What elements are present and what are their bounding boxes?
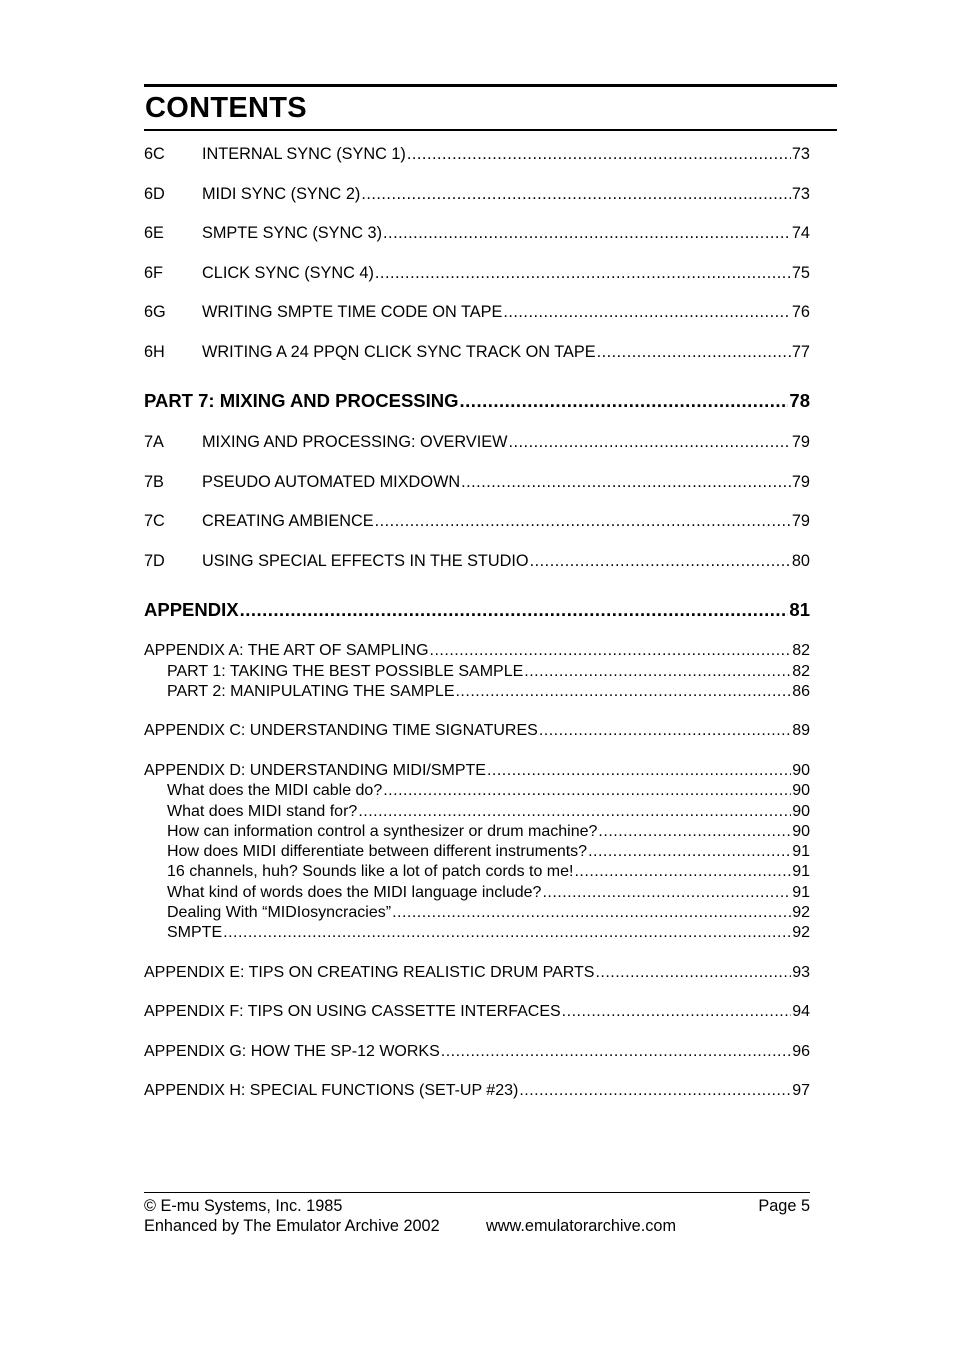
dot-leader	[539, 721, 791, 741]
toc-entry-label: What does the MIDI cable do?	[167, 782, 383, 799]
toc-sub-entry[interactable]	[167, 923, 810, 943]
toc-entry-number: 6C	[144, 145, 165, 163]
dot-leader	[503, 302, 791, 322]
toc-entry-label: 16 channels, huh? Sounds like a lot of patch cords to me!	[167, 863, 574, 880]
toc-part-page: 78	[789, 390, 810, 411]
dot-leader	[574, 862, 791, 882]
dot-leader	[430, 641, 792, 661]
toc-entry[interactable]	[144, 302, 810, 322]
toc-entry-page: 91	[792, 884, 810, 901]
dot-leader	[407, 144, 791, 164]
toc-entry-number: 7A	[144, 433, 164, 451]
toc-entry-label: How does MIDI differentiate between different instruments?	[167, 843, 588, 860]
toc-sub-entry[interactable]	[167, 822, 810, 842]
toc-entry-page: 75	[791, 264, 810, 282]
dot-leader	[460, 390, 789, 412]
toc-entry-number: 6H	[144, 343, 165, 361]
toc-sub-entry[interactable]	[167, 682, 810, 702]
toc-entry-label: How can information control a synthesizer or drum machine?	[167, 823, 598, 840]
toc-entry-label: APPENDIX D: UNDERSTANDING MIDI/SMPTE	[144, 762, 486, 779]
toc-entry-label: SMPTE	[167, 924, 223, 941]
toc-entry-label: APPENDIX H: SPECIAL FUNCTIONS (SET-UP #23)	[144, 1082, 519, 1099]
footer-page-number: Page 5	[758, 1197, 810, 1215]
toc-entry-label: INTERNAL SYNC (SYNC 1)	[202, 145, 406, 163]
dot-leader	[597, 342, 791, 362]
toc-entry-label: PART 2: MANIPULATING THE SAMPLE	[167, 683, 455, 700]
toc-entry-page: 96	[792, 1043, 810, 1060]
toc-entry-label: APPENDIX A: THE ART OF SAMPLING	[144, 642, 429, 659]
toc-entry-page: 90	[792, 762, 810, 779]
dot-leader	[383, 781, 791, 801]
toc-appendix-entry[interactable]	[144, 721, 810, 741]
toc-entry-page: 82	[792, 663, 810, 680]
header-top-rule	[144, 84, 837, 87]
dot-leader	[358, 802, 791, 822]
toc-entry-page: 89	[792, 722, 810, 739]
toc-entry-label: WRITING A 24 PPQN CLICK SYNC TRACK ON TAPE	[202, 343, 596, 361]
toc-sub-entry[interactable]	[167, 662, 810, 682]
toc-entry-page: 80	[791, 552, 810, 570]
toc-entry-label: CREATING AMBIENCE	[202, 512, 374, 530]
toc-entry-label: SMPTE SYNC (SYNC 3)	[202, 224, 383, 242]
toc-entry-number: 6D	[144, 185, 165, 203]
dot-leader	[588, 842, 791, 862]
footer-copyright: © E-mu Systems, Inc. 1985	[144, 1197, 343, 1215]
dot-leader	[461, 472, 791, 492]
dot-leader	[392, 903, 791, 923]
toc-entry-page: 93	[792, 964, 810, 981]
toc-appendix-entry[interactable]	[144, 761, 810, 781]
footer-website-link[interactable]: www.emulatorarchive.com	[486, 1217, 677, 1235]
toc-entry[interactable]	[144, 184, 810, 204]
dot-leader	[223, 923, 791, 943]
dot-leader	[487, 761, 791, 781]
dot-leader	[441, 1042, 791, 1062]
toc-entry-number: 7D	[144, 552, 165, 570]
dot-leader	[375, 263, 791, 283]
toc-sub-entry[interactable]	[167, 883, 810, 903]
toc-entry-page: 76	[791, 303, 810, 321]
toc-entry-number: 7C	[144, 512, 165, 530]
toc-entry-page: 73	[791, 145, 810, 163]
toc-entry-page: 73	[791, 185, 810, 203]
toc-entry-page: 74	[791, 224, 810, 242]
dot-leader	[595, 963, 791, 983]
toc-entry-label: USING SPECIAL EFFECTS IN THE STUDIO	[202, 552, 529, 570]
toc-entry-number: 6G	[144, 303, 166, 321]
toc-entry-page: 79	[791, 512, 810, 530]
toc-entry-label: What does MIDI stand for?	[167, 803, 358, 820]
dot-leader	[361, 184, 791, 204]
toc-sub-entry[interactable]	[167, 802, 810, 822]
toc-entry-page: 94	[792, 1003, 810, 1020]
dot-leader	[542, 883, 791, 903]
dot-leader	[375, 511, 791, 531]
toc-entry-label: MIXING AND PROCESSING: OVERVIEW	[202, 433, 508, 451]
page-title: CONTENTS	[145, 92, 307, 124]
toc-entry-label: What kind of words does the MIDI language include?	[167, 884, 542, 901]
dot-leader	[524, 662, 791, 682]
toc-entry-page: 82	[792, 642, 810, 659]
toc-entry[interactable]	[144, 472, 810, 492]
toc-entry-page: 79	[791, 433, 810, 451]
footer-rule	[144, 1192, 810, 1193]
dot-leader	[383, 223, 791, 243]
toc-entry[interactable]	[144, 432, 810, 452]
dot-leader	[519, 1081, 791, 1101]
header-bottom-rule	[144, 129, 837, 131]
toc-sub-entry[interactable]	[167, 842, 810, 862]
toc-entry[interactable]	[144, 263, 810, 283]
toc-entry-page: 79	[791, 473, 810, 491]
toc-entry-page: 77	[791, 343, 810, 361]
toc-part-page: 81	[789, 599, 810, 620]
toc-entry-page: 91	[792, 843, 810, 860]
toc-entry-number: 6E	[144, 224, 164, 242]
toc-entry-label: APPENDIX E: TIPS ON CREATING REALISTIC DRUM PARTS	[144, 964, 595, 981]
toc-appendix-entry[interactable]	[144, 641, 810, 661]
toc-sub-entry[interactable]	[167, 781, 810, 801]
toc-part-label: PART 7: MIXING AND PROCESSING	[144, 390, 459, 411]
toc-entry[interactable]	[144, 144, 810, 164]
dot-leader	[598, 822, 791, 842]
toc-entry-page: 90	[792, 803, 810, 820]
toc-entry-label: APPENDIX F: TIPS ON USING CASSETTE INTERFACES	[144, 1003, 561, 1020]
toc-entry-page: 97	[792, 1082, 810, 1099]
toc-entry[interactable]	[144, 511, 810, 531]
footer-enhanced-credit: Enhanced by The Emulator Archive 2002	[144, 1217, 440, 1235]
toc-appendix-entry[interactable]	[144, 1042, 810, 1062]
toc-part-label: APPENDIX	[144, 599, 239, 620]
toc-entry-label: WRITING SMPTE TIME CODE ON TAPE	[202, 303, 503, 321]
toc-entry-number: 7B	[144, 473, 164, 491]
toc-entry-page: 92	[792, 924, 810, 941]
toc-appendix-entry[interactable]	[144, 1081, 810, 1101]
dot-leader	[530, 551, 791, 571]
toc-entry-page: 91	[792, 863, 810, 880]
toc-appendix-entry[interactable]	[144, 963, 810, 983]
toc-entry-label: APPENDIX C: UNDERSTANDING TIME SIGNATURES	[144, 722, 538, 739]
dot-leader	[240, 599, 789, 621]
toc-entry-page: 90	[792, 782, 810, 799]
toc-entry[interactable]	[144, 223, 810, 243]
dot-leader	[508, 432, 790, 452]
toc-entry-page: 92	[792, 904, 810, 921]
toc-entry-label: APPENDIX G: HOW THE SP-12 WORKS	[144, 1043, 440, 1060]
toc-part-heading[interactable]	[144, 390, 810, 412]
toc-entry[interactable]	[144, 342, 810, 362]
toc-entry-label: PART 1: TAKING THE BEST POSSIBLE SAMPLE	[167, 663, 524, 680]
toc-sub-entry[interactable]	[167, 862, 810, 882]
dot-leader	[455, 682, 791, 702]
toc-entry[interactable]	[144, 551, 810, 571]
toc-entry-label: PSEUDO AUTOMATED MIXDOWN	[202, 473, 461, 491]
toc-entry-label: Dealing With “MIDIosyncracies”	[167, 904, 392, 921]
toc-entry-page: 86	[792, 683, 810, 700]
toc-sub-entry[interactable]	[167, 903, 810, 923]
toc-part-heading[interactable]	[144, 599, 810, 621]
dot-leader	[562, 1002, 792, 1022]
toc-entry-number: 6F	[144, 264, 164, 282]
toc-appendix-entry[interactable]	[144, 1002, 810, 1022]
toc-entry-label: CLICK SYNC (SYNC 4)	[202, 264, 374, 282]
toc-entry-page: 90	[792, 823, 810, 840]
toc-entry-label: MIDI SYNC (SYNC 2)	[202, 185, 361, 203]
